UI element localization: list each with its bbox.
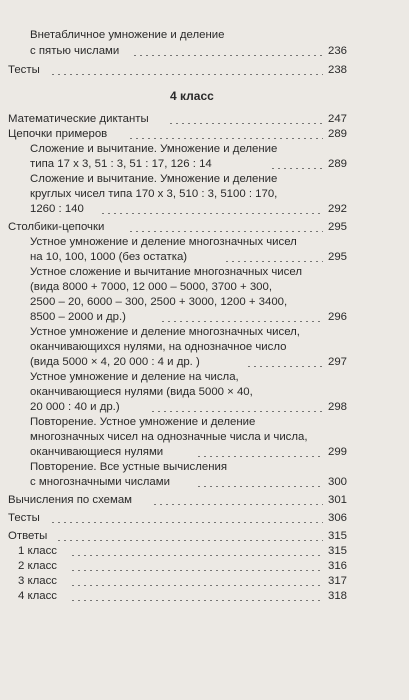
dot-leader [196, 486, 323, 487]
toc-entry-text: Устное умножение и деление на числа, [30, 371, 239, 383]
toc-page-number: 318 [327, 590, 347, 602]
toc-line [0, 142, 409, 158]
toc-entry [0, 310, 409, 326]
toc-entry-text: с многозначными числами [30, 476, 170, 488]
toc-entry-text: на 10, 100, 1000 (без остатка) [30, 251, 188, 263]
dot-leader [152, 504, 323, 505]
toc-page-number: 317 [327, 575, 347, 587]
toc-entry-text: 3 класс [18, 575, 57, 587]
toc-page-number: 296 [327, 311, 347, 323]
toc-entry-text: 20 000 : 40 и др.) [30, 401, 120, 413]
toc-entry [0, 400, 409, 416]
toc-entry-text: 1 класс [18, 545, 57, 557]
toc-entry [0, 112, 409, 128]
toc-page-number: 298 [327, 401, 347, 413]
toc-page-number: 299 [327, 446, 347, 458]
toc-page-number: 238 [327, 64, 347, 76]
toc-line [0, 460, 409, 476]
toc-page-number: 297 [327, 356, 347, 368]
toc-entry [0, 589, 409, 605]
dot-leader [128, 231, 323, 232]
toc-page-number: 295 [327, 251, 347, 263]
toc-line [0, 340, 409, 356]
toc-entry [0, 493, 409, 509]
toc-entry-text: Устное сложение и вычитание многозначных чисел [30, 266, 302, 278]
dot-leader [70, 570, 323, 571]
dot-leader [224, 261, 323, 262]
toc-page-number: 306 [327, 512, 347, 524]
toc-entry-text: круглых чисел типа 170 х 3, 510 : 3, 5100 : 170, [30, 188, 278, 200]
toc-entry [0, 202, 409, 218]
toc-entry-text: Повторение. Устное умножение и деление [30, 416, 256, 428]
toc-page-number: 292 [327, 203, 347, 215]
toc-line [0, 385, 409, 401]
section-heading-text: 4 класс [170, 89, 214, 103]
toc-line [0, 430, 409, 446]
toc-line [0, 265, 409, 281]
dot-leader [56, 540, 323, 541]
toc-page-number: 315 [327, 545, 347, 557]
toc-entry-text: Устное умножение и деление многозначных чисел, [30, 326, 300, 338]
toc-entry-text: оканчивающиеся нулями (вида 5000 × 40, [30, 386, 253, 398]
dot-leader [168, 123, 323, 124]
toc-entry-text: 2 класс [18, 560, 57, 572]
dot-leader [50, 522, 323, 523]
dot-leader [196, 456, 323, 457]
toc-line [0, 187, 409, 203]
toc-entry-text: Тесты [8, 512, 40, 524]
toc-entry-text: Математические диктанты [8, 113, 149, 125]
toc-page-number: 315 [327, 530, 347, 542]
toc-entry-text: с пятью числами [30, 45, 120, 57]
toc-page-number: 301 [327, 494, 347, 506]
toc-entry [0, 445, 409, 461]
toc-page-number: 289 [327, 128, 347, 140]
section-heading [0, 89, 409, 105]
toc-entry-text: (вида 5000 × 4, 20 000 : 4 и др. ) [30, 356, 200, 368]
toc-entry [0, 355, 409, 371]
toc-entry [0, 63, 409, 79]
toc-entry-text: оканчивающихся нулями, на однозначное число [30, 341, 287, 353]
toc-entry-text: 2500 – 20, 6000 – 300, 2500 + 3000, 1200 + 3400, [30, 296, 288, 308]
dot-leader [270, 168, 323, 169]
toc-entry [0, 44, 409, 60]
toc-entry-text: Столбики-цепочки [8, 221, 105, 233]
dot-leader [70, 600, 323, 601]
toc-entry-text: Внетабличное умножение и деление [30, 29, 225, 41]
toc-entry-text: Вычисления по схемам [8, 494, 133, 506]
dot-leader [128, 138, 323, 139]
dot-leader [100, 213, 323, 214]
toc-entry-text: многозначных чисел на однозначные числа и числа, [30, 431, 308, 443]
toc-line [0, 370, 409, 386]
toc-entry [0, 220, 409, 236]
toc-line [0, 28, 409, 44]
toc-entry [0, 157, 409, 173]
dot-leader [50, 74, 323, 75]
toc-line [0, 280, 409, 296]
toc-line [0, 235, 409, 251]
toc-entry-text: 1260 : 140 [30, 203, 84, 215]
toc-entry-text: Сложение и вычитание. Умножение и деление [30, 173, 278, 185]
toc-entry-text: 4 класс [18, 590, 57, 602]
toc-entry-text: Сложение и вычитание. Умножение и деление [30, 143, 278, 155]
toc-page-number: 316 [327, 560, 347, 572]
toc-line [0, 295, 409, 311]
toc-entry [0, 574, 409, 590]
toc-page-number: 295 [327, 221, 347, 233]
toc-entry-text: Повторение. Все устные вычисления [30, 461, 228, 473]
toc-line [0, 325, 409, 341]
toc-line [0, 172, 409, 188]
toc-entry-text: оканчивающиеся нулями [30, 446, 164, 458]
toc-entry [0, 544, 409, 560]
toc-entry-text: Устное умножение и деление многозначных чисел [30, 236, 297, 248]
toc-entry [0, 511, 409, 527]
toc-entry-text: Ответы [8, 530, 48, 542]
dot-leader [70, 585, 323, 586]
toc-entry [0, 127, 409, 143]
toc-line [0, 415, 409, 431]
dot-leader [70, 555, 323, 556]
toc-page-number: 300 [327, 476, 347, 488]
dot-leader [246, 366, 323, 367]
toc-entry [0, 250, 409, 266]
toc-entry [0, 559, 409, 575]
toc-entry-text: Цепочки примеров [8, 128, 108, 140]
toc-entry-text: 8500 – 2000 и др.) [30, 311, 126, 323]
dot-leader [150, 411, 323, 412]
dot-leader [132, 55, 323, 56]
toc-entry-text: Тесты [8, 64, 40, 76]
toc-entry [0, 475, 409, 491]
toc-entry [0, 529, 409, 545]
dot-leader [160, 321, 323, 322]
toc-page-number: 289 [327, 158, 347, 170]
toc-page-number: 236 [327, 45, 347, 57]
toc-page-number: 247 [327, 113, 347, 125]
toc-entry-text: (вида 8000 + 7000, 12 000 – 5000, 3700 + 300, [30, 281, 273, 293]
toc-entry-text: типа 17 х 3, 51 : 3, 51 : 17, 126 : 14 [30, 158, 212, 170]
